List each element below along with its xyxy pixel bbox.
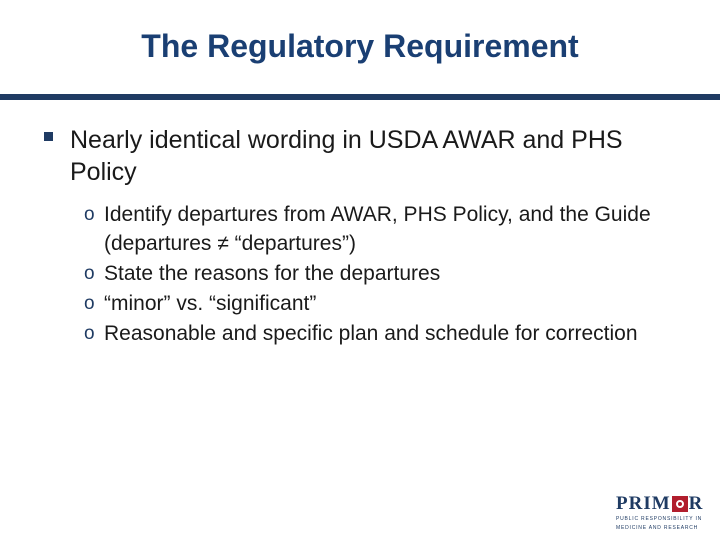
circle-bullet-icon: o (84, 204, 95, 225)
sub-bullet-item (84, 289, 684, 318)
primr-logo (616, 494, 712, 534)
main-bullet-text: Nearly identical wording in USDA AWAR and PHS Policy (70, 126, 623, 186)
logo-letters-right: R (688, 493, 704, 514)
sub-bullet-text: State the reasons for the departures (104, 262, 441, 285)
logo-letters-left: PRIM (616, 493, 671, 514)
sub-bullet-text: Identify departures from AWAR, PHS Policy, and the Guide (departures ≠ “departures”) (104, 203, 651, 255)
logo-tagline-2: MEDICINE AND RESEARCH (616, 525, 699, 531)
logo-emblem-icon (672, 496, 688, 512)
main-bullet (44, 124, 684, 188)
sub-bullet-list (84, 200, 684, 348)
sub-bullet-text: “minor” vs. “significant” (104, 292, 317, 315)
title-divider (0, 94, 720, 100)
logo-wordmark (616, 494, 712, 514)
circle-bullet-icon: o (84, 293, 95, 314)
logo-tagline-1: PUBLIC RESPONSIBILITY IN (616, 516, 703, 522)
circle-bullet-icon: o (84, 323, 95, 344)
sub-bullet-item (84, 200, 684, 258)
square-bullet-icon (44, 132, 53, 141)
slide-title: The Regulatory Requirement (141, 28, 579, 64)
circle-bullet-icon: o (84, 263, 95, 284)
slide-content (44, 124, 684, 349)
sub-bullet-item (84, 259, 684, 288)
sub-bullet-item (84, 319, 684, 348)
sub-bullet-text: Reasonable and specific plan and schedule for correction (104, 322, 638, 345)
